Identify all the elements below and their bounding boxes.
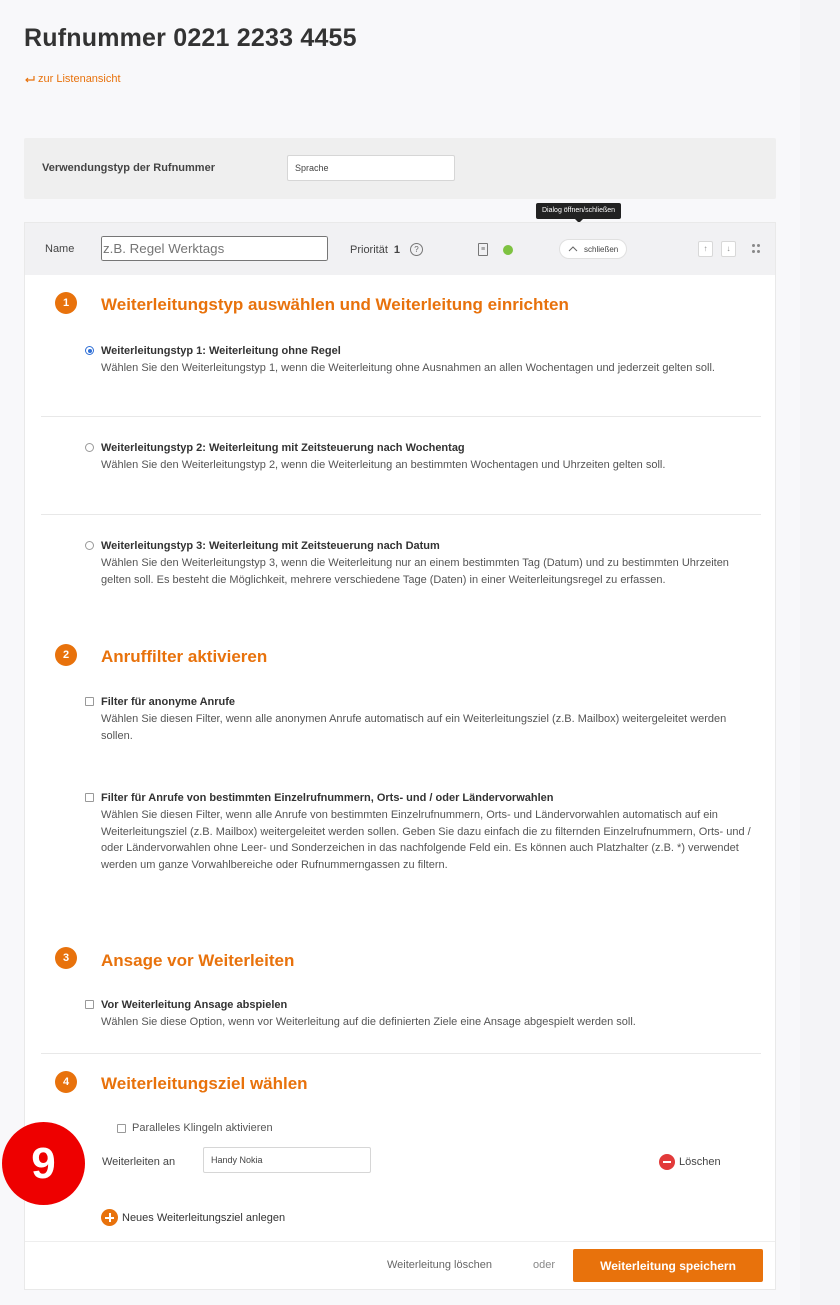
forward-type-title: Weiterleitungstyp 2: Weiterleitung mit Zeitsteuerung nach Wochentag [101, 442, 465, 454]
forward-type-radio-3[interactable] [85, 541, 94, 550]
parallel-ring-checkbox[interactable] [117, 1124, 126, 1133]
forward-type-option-1[interactable] [101, 344, 761, 377]
plus-circle-icon [101, 1209, 118, 1226]
minus-circle-icon [659, 1154, 675, 1170]
chevron-up-icon [568, 246, 578, 252]
back-to-list-link[interactable] [24, 73, 121, 85]
parallel-ring-option[interactable] [117, 1122, 273, 1134]
or-text: oder [533, 1259, 556, 1271]
page-right-margin [800, 0, 840, 1305]
announcement-checkbox[interactable] [85, 1000, 94, 1009]
return-arrow-icon [24, 75, 35, 84]
usage-type-input[interactable] [287, 155, 455, 181]
section-number-3: 3 [55, 947, 77, 969]
collapse-tooltip: Dialog öffnen/schließen [536, 203, 621, 219]
forward-type-title: Weiterleitungstyp 3: Weiterleitung mit Zeitsteuerung nach Datum [101, 540, 440, 552]
filter-option-numbers[interactable] [101, 791, 761, 873]
forward-type-option-3[interactable] [101, 539, 761, 588]
footer-divider [25, 1241, 775, 1242]
forward-type-desc: Wählen Sie den Weiterleitungstyp 1, wenn die Weiterleitung ohne Ausnahmen an allen Wochentagen und jederzeit gelten soll. [101, 362, 715, 374]
priority-value: 1 [393, 243, 401, 256]
rule-name-label: Name [45, 243, 75, 255]
section-title-2: Anruffilter aktivieren [101, 647, 268, 666]
rule-header [25, 223, 775, 275]
forward-type-radio-2[interactable] [85, 443, 94, 452]
delete-target-button[interactable] [659, 1154, 721, 1170]
section-title-3: Ansage vor Weiterleiten [101, 951, 295, 970]
info-icon[interactable]: ? [410, 243, 423, 256]
drag-handle-icon[interactable] [752, 244, 760, 253]
usage-type-panel [24, 138, 776, 199]
filter-numbers-checkbox[interactable] [85, 793, 94, 802]
forward-type-option-2[interactable] [101, 441, 761, 474]
parallel-ring-label: Paralleles Klingeln aktivieren [132, 1122, 273, 1134]
document-icon[interactable]: ≡ [478, 243, 488, 256]
forward-type-radio-1[interactable] [85, 346, 94, 355]
section-number-4: 4 [55, 1071, 77, 1093]
delete-forwarding-link[interactable]: Weiterleitung löschen [387, 1259, 492, 1271]
collapse-button[interactable] [559, 239, 627, 259]
step-badge: 9 [2, 1122, 85, 1205]
announcement-desc: Wählen Sie diese Option, wenn vor Weiterleitung auf die definierten Ziele eine Ansage abgespielt werden soll. [101, 1016, 636, 1028]
move-down-button[interactable]: ↓ [721, 241, 736, 257]
delete-target-label: Löschen [679, 1156, 721, 1168]
filter-title: Filter für anonyme Anrufe [101, 696, 236, 708]
forward-type-title: Weiterleitungstyp 1: Weiterleitung ohne Regel [101, 345, 341, 357]
forwarding-rule-card [24, 222, 776, 1290]
add-target-label: Neues Weiterleitungsziel anlegen [122, 1211, 286, 1224]
forward-type-desc: Wählen Sie den Weiterleitungstyp 3, wenn die Weiterleitung nur an einem bestimmten Tag (Datum) und zu bestimmten Uhrzeiten gelten soll. Es besteht die Möglichkeit, mehrere verschiedene Tage (Daten) in einer Weiterleitungsregel zu erfassen. [101, 557, 729, 586]
announcement-option[interactable] [101, 998, 761, 1031]
filter-title: Filter für Anrufe von bestimmten Einzelrufnummern, Orts- und / oder Ländervorwahlen [101, 792, 554, 804]
divider [41, 1053, 761, 1054]
filter-desc: Wählen Sie diesen Filter, wenn alle Anrufe von bestimmten Einzelrufnummern, Orts- und Ländervorwahlen automatisch auf ein Weiterleitungsziel (z.B. Mailbox) weitergeleitet werden sollen. Geben Sie dazu einfach die zu filternden Einzelrufnummern, Orts- und / oder Ländervorwahlen ohne Leer- und Sonderzeichen in das nachfolgende Feld ein. Es können auch Platzhalter (z.B. *) verwendet werden um ganze Vorwahlbereiche oder Rufnummerngassen zu filtern. [101, 809, 751, 871]
forward-type-desc: Wählen Sie den Weiterleitungstyp 2, wenn die Weiterleitung an bestimmten Wochentagen und Uhrzeiten gelten soll. [101, 459, 666, 471]
filter-desc: Wählen Sie diesen Filter, wenn alle anonymen Anrufe automatisch auf ein Weiterleitungsziel (z.B. Mailbox) weitergeleitet werden sollen. [101, 713, 727, 742]
priority-display [350, 243, 423, 256]
priority-label: Priorität [350, 243, 388, 256]
save-forwarding-button[interactable]: Weiterleitung speichern [573, 1249, 763, 1282]
move-up-button[interactable]: ↑ [698, 241, 713, 257]
usage-type-label: Verwendungstyp der Rufnummer [42, 162, 215, 174]
forward-to-label: Weiterleiten an [102, 1156, 176, 1168]
filter-anonymous-checkbox[interactable] [85, 697, 94, 706]
collapse-label: schließen [584, 244, 619, 254]
rule-name-input[interactable] [101, 236, 328, 261]
filter-option-anonymous[interactable] [101, 695, 761, 744]
forward-target-input[interactable] [203, 1147, 371, 1173]
back-link-label: zur Listenansicht [38, 73, 121, 85]
divider [41, 514, 761, 515]
section-title-1: Weiterleitungstyp auswählen und Weiterleitung einrichten [101, 295, 569, 314]
divider [41, 416, 761, 417]
add-target-button[interactable] [101, 1209, 285, 1226]
announcement-title: Vor Weiterleitung Ansage abspielen [101, 999, 288, 1011]
page-title: Rufnummer 0221 2233 4455 [24, 24, 357, 52]
status-active-dot [503, 245, 513, 255]
section-number-1: 1 [55, 292, 77, 314]
section-number-2: 2 [55, 644, 77, 666]
section-title-4: Weiterleitungsziel wählen [101, 1074, 308, 1093]
